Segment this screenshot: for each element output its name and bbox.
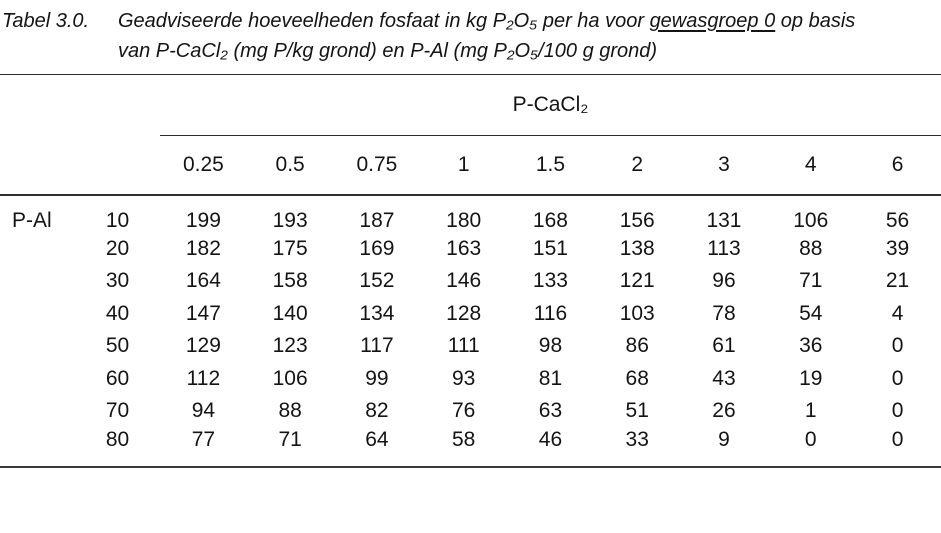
column-header-p-cacl2-value: 0.25 — [160, 136, 247, 195]
column-header-p-cacl2-value: 1 — [420, 136, 507, 195]
value-cell: 81 — [538, 366, 563, 390]
value-cell: 39 — [885, 236, 910, 260]
table-caption — [0, 0, 941, 74]
value-cell: 46 — [538, 427, 563, 451]
value-cell: 163 — [446, 236, 482, 260]
value-cell: 86 — [625, 334, 649, 358]
row-axis-spacer — [0, 233, 75, 266]
value-cell: 156 — [619, 208, 655, 232]
value-cell: 129 — [185, 334, 221, 358]
row-header-p-al-value: 80 — [105, 427, 130, 451]
column-header-spacer — [75, 136, 160, 195]
value-cell: 199 — [185, 208, 221, 232]
table-row — [0, 330, 941, 363]
value-cell: 0 — [891, 366, 904, 390]
value-cell: 146 — [446, 269, 482, 293]
column-header-spacer — [0, 136, 75, 195]
value-cell: 54 — [799, 301, 823, 325]
value-cell: 169 — [359, 236, 395, 260]
value-cell: 21 — [885, 269, 910, 293]
value-cell: 193 — [272, 208, 308, 232]
column-header-p-cacl2-value: 4 — [767, 136, 854, 195]
table-row — [0, 233, 941, 266]
value-cell: 33 — [625, 427, 649, 451]
column-group-header-p-cacl2: P-CaCl₂ — [160, 75, 941, 136]
column-header-p-cacl2-value: 2 — [594, 136, 681, 195]
value-cell: 121 — [619, 269, 655, 293]
caption-gewasgroep-underlined: gewasgroep 0 — [649, 10, 776, 32]
value-cell: 158 — [272, 269, 308, 293]
caption-line1-prefix: Geadviseerde hoeveelheden fosfaat in kg P₂O₅ per ha voor — [118, 10, 650, 32]
value-cell: 76 — [452, 399, 476, 423]
value-cell: 116 — [533, 301, 568, 325]
value-cell: 168 — [532, 208, 568, 232]
value-cell: 134 — [359, 301, 395, 325]
row-axis-spacer — [0, 265, 75, 298]
value-cell: 187 — [359, 208, 395, 232]
column-header-p-cacl2-value: 6 — [854, 136, 941, 195]
group-row-spacer — [0, 75, 75, 136]
table-caption-number: Tabel 3.0. — [2, 10, 90, 32]
value-cell: 151 — [532, 236, 568, 260]
value-cell: 88 — [799, 236, 823, 260]
group-row-spacer — [75, 75, 160, 136]
value-cell: 113 — [707, 236, 741, 260]
value-cell: 117 — [360, 334, 394, 358]
row-axis-spacer — [0, 395, 75, 428]
column-header-p-cacl2-value: 0.5 — [247, 136, 334, 195]
row-axis-spacer — [0, 428, 75, 467]
value-cell: 78 — [712, 301, 736, 325]
row-header-p-al-value: 50 — [105, 334, 130, 358]
value-cell: 147 — [185, 301, 221, 325]
value-cell: 9 — [718, 427, 730, 451]
value-cell: 43 — [712, 366, 736, 390]
value-cell: 98 — [538, 334, 563, 358]
row-header-p-al-value: 30 — [105, 269, 130, 293]
value-cell: 112 — [186, 366, 221, 390]
value-cell: 0 — [891, 334, 904, 358]
column-header-row — [0, 136, 941, 195]
value-cell: 61 — [712, 334, 736, 358]
value-cell: 131 — [706, 208, 742, 232]
value-cell: 111 — [447, 334, 480, 358]
row-header-p-al-value: 70 — [105, 399, 130, 423]
value-cell: 128 — [446, 301, 482, 325]
value-cell: 140 — [272, 301, 308, 325]
row-header-p-al-value: 60 — [105, 366, 130, 390]
value-cell: 99 — [365, 366, 389, 390]
value-cell: 36 — [799, 334, 823, 358]
value-cell: 96 — [712, 269, 736, 293]
value-cell: 71 — [278, 427, 302, 451]
column-group-header-row — [0, 75, 941, 136]
row-header-p-al-value: 40 — [105, 301, 130, 325]
table-row — [0, 428, 941, 467]
value-cell: 63 — [538, 399, 563, 423]
value-cell: 4 — [891, 301, 904, 325]
value-cell: 19 — [799, 366, 823, 390]
value-cell: 152 — [359, 269, 395, 293]
value-cell: 106 — [793, 208, 829, 232]
column-header-p-cacl2-value: 1.5 — [507, 136, 594, 195]
value-cell: 77 — [191, 427, 216, 451]
table-row — [0, 395, 941, 428]
value-cell: 1 — [804, 399, 817, 423]
value-cell: 0 — [891, 427, 904, 451]
value-cell: 175 — [272, 236, 308, 260]
value-cell: 94 — [191, 399, 216, 423]
caption-line-2: van P-CaCl₂ (mg P/kg grond) en P-Al (mg P₂O₅/100 g grond) — [118, 40, 658, 62]
column-header-p-cacl2-value: 3 — [681, 136, 768, 195]
value-cell: 164 — [185, 269, 221, 293]
value-cell: 26 — [712, 399, 736, 423]
value-cell: 0 — [804, 427, 817, 451]
value-cell: 106 — [272, 366, 308, 390]
value-cell: 58 — [452, 427, 476, 451]
table-caption-text — [118, 6, 855, 74]
value-cell: 180 — [446, 208, 482, 232]
value-cell: 64 — [365, 427, 389, 451]
row-axis-spacer — [0, 298, 75, 331]
table-row — [0, 298, 941, 331]
row-header-p-al-value: 10 — [105, 208, 130, 232]
value-cell: 71 — [799, 269, 823, 293]
value-cell: 56 — [885, 208, 910, 232]
fosfaat-advies-table — [0, 74, 941, 468]
value-cell: 0 — [891, 399, 904, 423]
value-cell: 103 — [619, 301, 655, 325]
value-cell: 82 — [365, 399, 389, 423]
value-cell: 68 — [625, 366, 649, 390]
caption-line1-suffix: op basis — [775, 10, 856, 32]
value-cell: 123 — [272, 334, 308, 358]
table-row — [0, 195, 941, 233]
value-cell: 182 — [185, 236, 221, 260]
row-axis-spacer — [0, 330, 75, 363]
caption-line-1 — [118, 6, 855, 36]
value-cell: 88 — [278, 399, 302, 423]
table-row — [0, 265, 941, 298]
row-header-p-al-value: 20 — [105, 236, 130, 260]
column-header-p-cacl2-value: 0.75 — [334, 136, 421, 195]
value-cell: 93 — [452, 366, 476, 390]
row-axis-label-p-al: P-Al — [12, 208, 52, 232]
row-axis-spacer — [0, 363, 75, 396]
value-cell: 138 — [619, 236, 655, 260]
value-cell: 51 — [625, 399, 649, 423]
value-cell: 133 — [532, 269, 568, 293]
table-row — [0, 363, 941, 396]
